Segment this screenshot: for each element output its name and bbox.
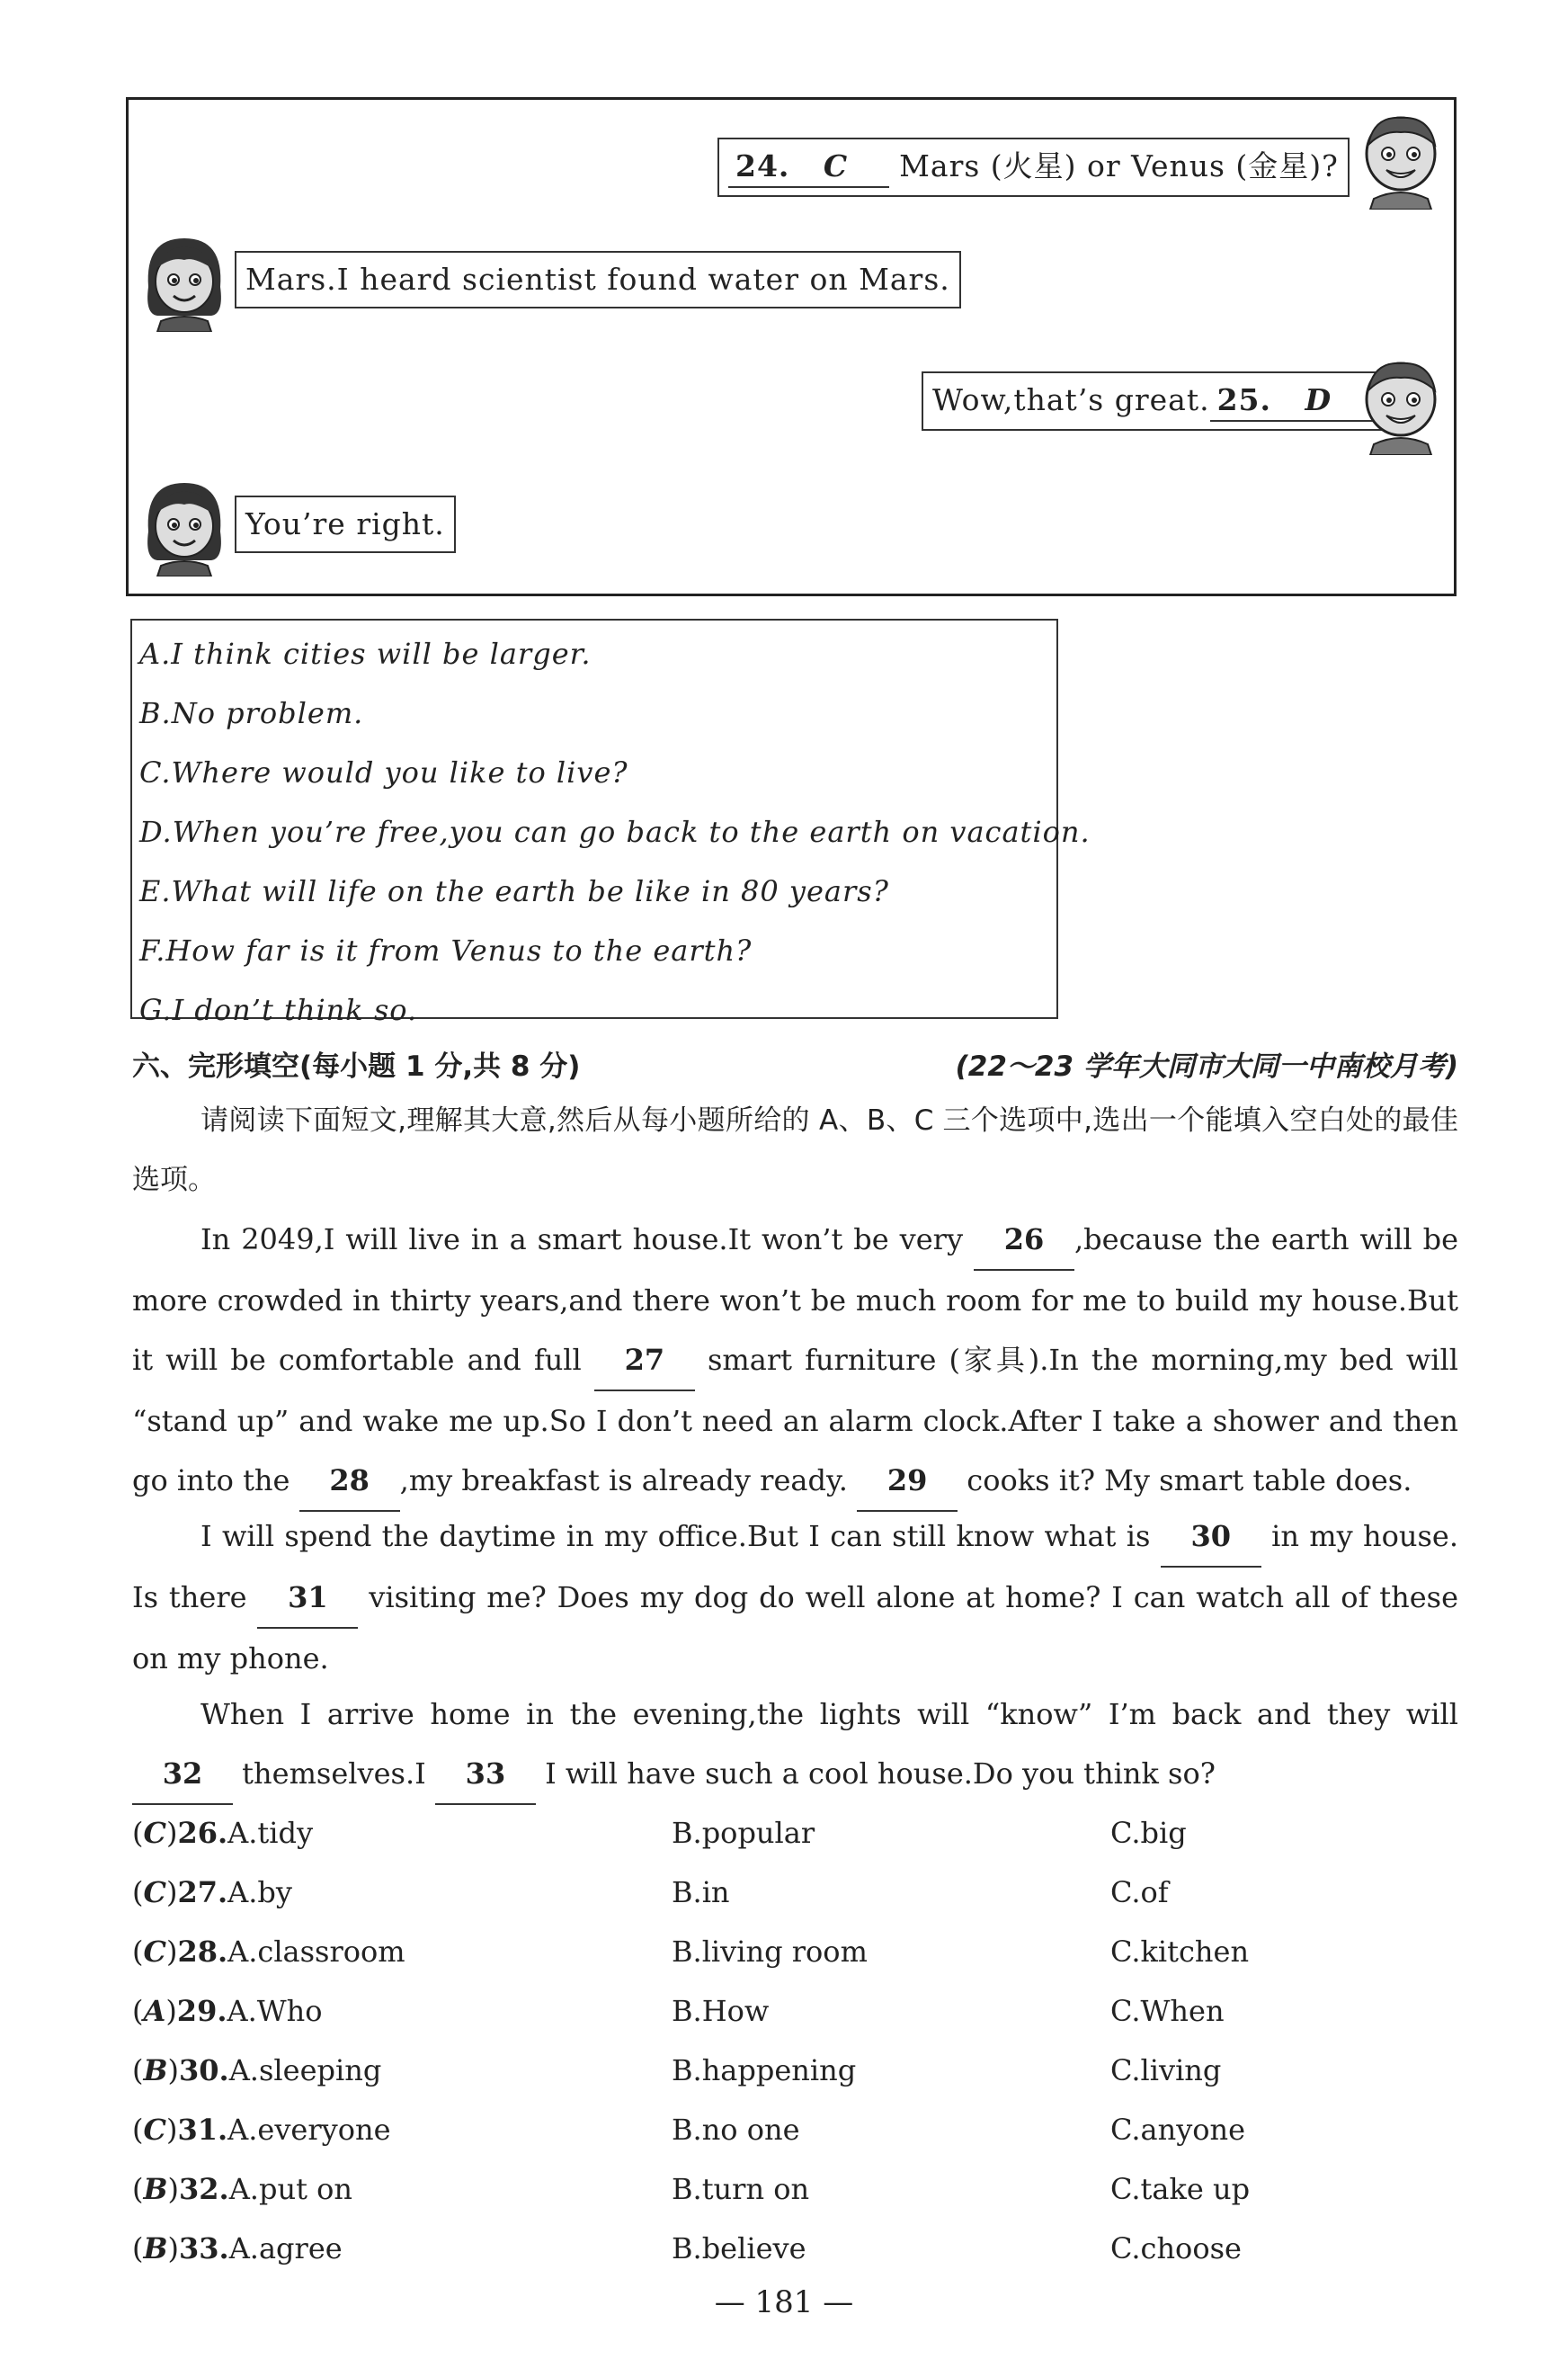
option-b-choice: B.turn on — [672, 2172, 810, 2206]
option-b-choice: B.no one — [672, 2113, 800, 2147]
passage-paragraph-1: In 2049,I will live in a smart house.It won’t be very 26 ,because the earth will be more crowded in thirty years,and there won’t be much room for me to build my house.But it will be comfortable and full 27 smart furniture (家具).In the morning,my bed will “stand up” and wake me up.So I don’t need an alarm clock.After I take a shower and then go into the 28 ,my breakfast is already ready. 29 cooks it? My smart table does. — [132, 1210, 1458, 1512]
option-c-choice: C.When — [1110, 1994, 1225, 2028]
passage-paragraph-2: I will spend the daytime in my office.But I can still know what is 30 in my house. Is there 31 visiting me? Does my dog do well alone at home? I can watch all of these on my phone. — [132, 1506, 1458, 1688]
question-row — [132, 2219, 1458, 2278]
option-c-choice: C.anyone — [1110, 2113, 1246, 2147]
option-b-choice: B.How — [672, 1994, 770, 2028]
question-row — [132, 1922, 1458, 1981]
answer-choice: (C)28.A.classroom — [132, 1935, 405, 1969]
dialogue-bubble-24 — [717, 138, 1350, 197]
option-b-choice: B.happening — [672, 2053, 857, 2087]
blank-29: 29 — [857, 1451, 958, 1512]
option-b-choice: B.believe — [672, 2231, 806, 2265]
question-row — [132, 2041, 1458, 2100]
dialogue-frame — [126, 97, 1457, 596]
blank-33: 33 — [435, 1744, 536, 1805]
answer-choice: (A)29.A.Who — [132, 1994, 323, 2028]
blank-27: 27 — [594, 1330, 695, 1391]
page-number: — 181 — — [714, 2284, 854, 2320]
blank-30: 30 — [1161, 1506, 1261, 1568]
dialogue-bubble-25: Wow,that’s great. 25. D — [922, 371, 1384, 431]
answer-choice: (C)26.A.tidy — [132, 1816, 314, 1850]
question-row — [132, 1863, 1458, 1922]
boy-avatar-icon — [1356, 356, 1446, 455]
question-row — [132, 2159, 1458, 2219]
option-a: A.I think cities will be larger. — [139, 637, 592, 671]
answer-choice: (C)27.A.by — [132, 1875, 292, 1909]
answer-choice: (B)33.A.agree — [132, 2231, 343, 2265]
option-b-choice: B.popular — [672, 1816, 815, 1850]
options-box — [130, 619, 1091, 1027]
option-c: C.Where would you like to live? — [139, 755, 628, 790]
instruction: 请阅读下面短文,理解其大意,然后从每小题所给的 A、B、C 三个选项中,选出一个能填入空白处的最佳选项。 — [132, 1104, 1458, 1196]
section-source: (22～23 学年大同市大同一中南校月考) — [955, 1050, 1458, 1083]
passage-paragraph-3: When I arrive home in the evening,the lights will “know” I’m back and they will 32 themselves.I 33 I will have such a cool house.Do you think so? — [132, 1684, 1458, 1805]
dialogue-bubble-girl-1: Mars.I heard scientist found water on Mars. — [235, 251, 961, 308]
option-b: B.No problem. — [139, 696, 364, 730]
option-g: G.I don’t think so. — [139, 993, 418, 1027]
blank-31: 31 — [257, 1568, 358, 1629]
answer-choice: (B)32.A.put on — [132, 2172, 352, 2206]
option-c-choice: C.take up — [1110, 2172, 1251, 2206]
dialogue-bubble-girl-2: You’re right. — [235, 496, 456, 553]
boy-avatar-icon — [1356, 111, 1446, 210]
section-title: 六、完形填空(每小题 1 分,共 8 分) — [132, 1050, 581, 1083]
option-e: E.What will life on the earth be like in 80 years? — [139, 874, 889, 908]
question-row — [132, 2100, 1458, 2159]
section-heading — [132, 1043, 1458, 1084]
option-c-choice: C.living — [1110, 2053, 1222, 2087]
option-c-choice: C.of — [1110, 1875, 1169, 1909]
blank-28: 28 — [299, 1451, 400, 1512]
bubble-text: Mars (火星) or Venus (金星)? — [899, 148, 1339, 183]
girl-avatar-icon — [139, 478, 229, 576]
option-b-choice: B.living room — [672, 1935, 868, 1969]
option-b-choice: B.in — [672, 1875, 730, 1909]
option-d: D.When you’re free,you can go back to the earth on vacation. — [139, 815, 1091, 849]
option-c-choice: C.choose — [1110, 2231, 1242, 2265]
question-number: 24. C — [728, 147, 889, 188]
option-c-choice: C.big — [1110, 1816, 1187, 1850]
question-number: 25. D — [1210, 380, 1373, 422]
answer-choice: (C)31.A.everyone — [132, 2113, 391, 2147]
answer-choice: (B)30.A.sleeping — [132, 2053, 382, 2087]
blank-32: 32 — [132, 1744, 233, 1805]
option-c-choice: C.kitchen — [1110, 1935, 1250, 1969]
option-f: F.How far is it from Venus to the earth? — [139, 934, 753, 968]
question-row — [132, 1981, 1458, 2041]
blank-26: 26 — [974, 1210, 1074, 1271]
girl-avatar-icon — [139, 233, 229, 332]
question-row — [132, 1803, 1458, 1863]
